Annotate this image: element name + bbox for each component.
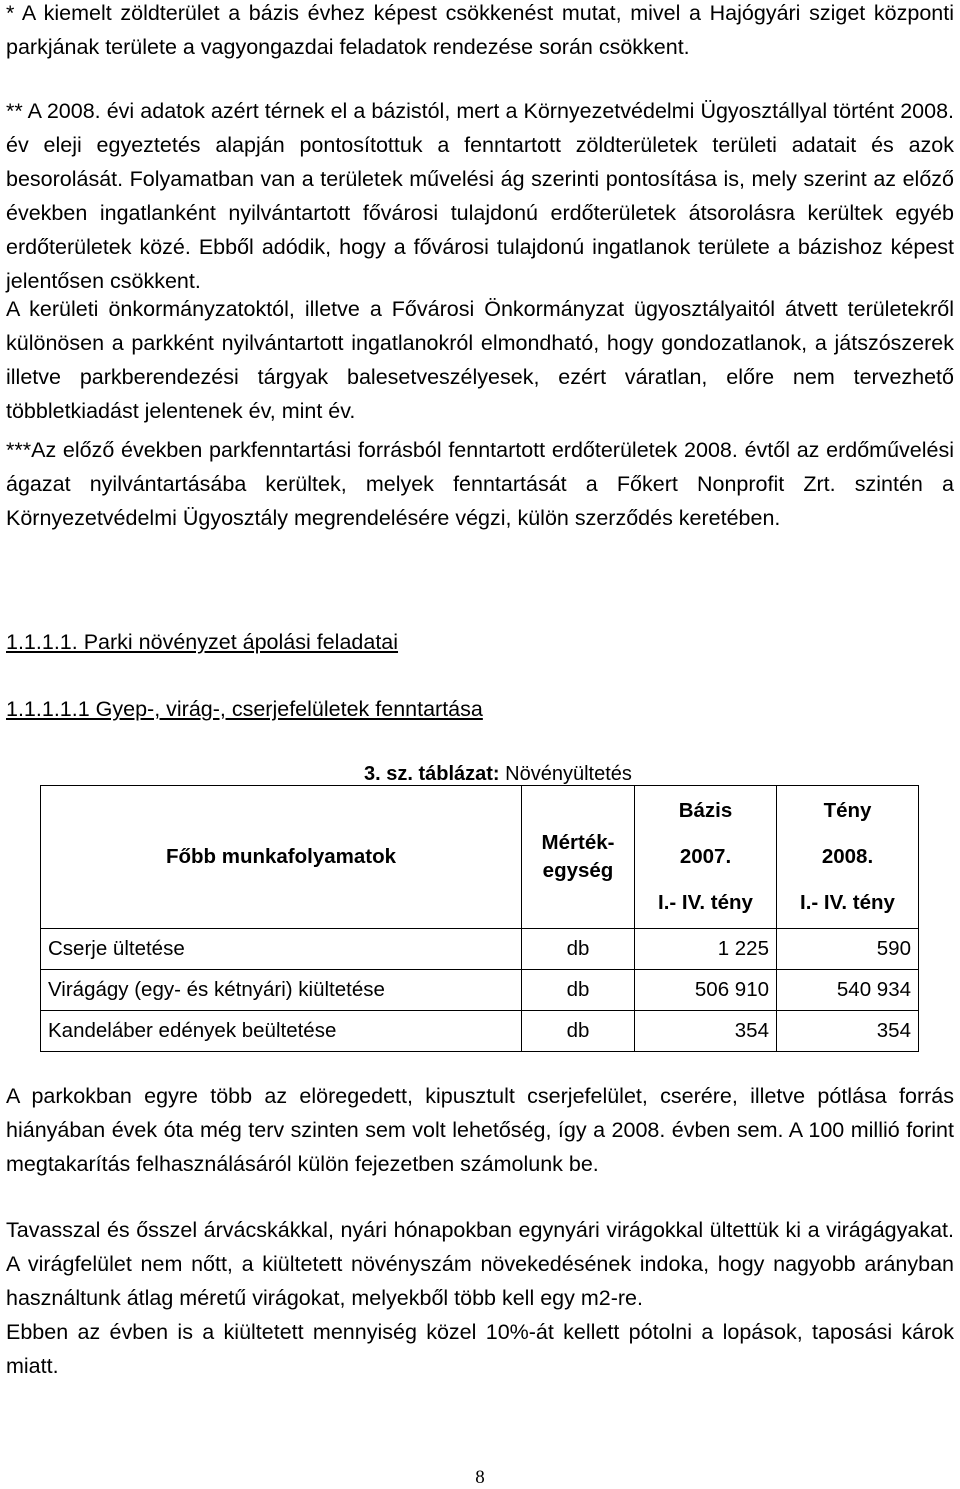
header-fact-line2: 2008. <box>821 845 874 868</box>
paragraph-replacement: Ebben az évben is a kiültetett mennyiség közel 10%-át kellett pótolni a lopások, taposási károk miatt. <box>6 1320 954 1378</box>
header-fact-line1: Tény <box>823 799 872 822</box>
header-task: Főbb munkafolyamatok <box>41 786 522 929</box>
row-fact: 540 934 <box>777 970 919 1011</box>
row-base: 1 225 <box>635 929 777 970</box>
row-task: Cserje ültetése <box>41 929 522 970</box>
section-heading-2 <box>6 692 954 726</box>
header-base-line3: I.- IV. tény <box>658 891 753 914</box>
row-unit: db <box>522 1011 635 1052</box>
row-fact: 354 <box>777 1011 919 1052</box>
table-caption-label: 3. sz. táblázat: <box>364 763 500 785</box>
row-fact: 590 <box>777 929 919 970</box>
section-heading-2-text: 1.1.1.1.1 Gyep-, virág-, cserjefelületek fenntartása <box>6 697 483 721</box>
header-unit-line1: Mérték- <box>541 831 615 854</box>
planting-table <box>40 785 919 1052</box>
header-base-line2: 2007. <box>679 845 732 868</box>
table-header-row <box>41 786 919 929</box>
footnote-triple-star: ***Az előző években parkfenntartási forrásból fenntartott erdőterületek 2008. évtől az erdőművelési ágazat nyilvántartásába kerültek, melyek fenntartását a Főkert Nonprofit Zrt. szintén a Környezetvédelmi Ügyosztály megrendelésére végzi, külön szerződés keretében. <box>6 438 954 530</box>
header-fact-line3: I.- IV. tény <box>800 891 895 914</box>
row-unit: db <box>522 929 635 970</box>
table-row <box>41 929 919 970</box>
table-row <box>41 970 919 1011</box>
row-base: 354 <box>635 1011 777 1052</box>
page-number: 8 <box>475 1467 485 1488</box>
footnote-double-star: ** A 2008. évi adatok azért térnek el a bázistól, mert a Környezetvédelmi Ügyosztállyal történt 2008. év eleji egyeztetés alapján pontosítottuk a fenntartott zöldterületek területi adatait és azok besorolását. Folyamatban van a területek művelési ág szerinti pontosítása is, mely szerint az előző években ingatlanként nyilvántartott fővárosi tulajdonú erdőterületek átsorolásra kerültek egyéb erdőterületek közé. Ebből adódik, hogy a fővárosi tulajdonú ingatlanok területe a bázishoz képest jelentősen csökkent. <box>6 99 954 293</box>
paragraph-shrub-renewal: A parkokban egyre több az elöregedett, kipusztult cserjefelület, cserére, illetve pótlása forrás hiányában évek óta még terv szinten sem volt lehetőség, így a 2008. évben sem. A 100 millió forint megtakarítás felhasználásáról külön fejezetben számolunk be. <box>6 1084 954 1176</box>
paragraph-flower-planting: Tavasszal és ősszel árvácskákkal, nyári hónapokban egynyári virágokkal ültettük ki a virágágyakat. A virágfelület nem nőtt, a kiültetett növényszám növekedésének indoka, hogy nagyobb arányban használtunk átlag méretű virágokat, melyekből több kell egy m2-re. <box>6 1218 954 1310</box>
section-heading-1 <box>6 625 954 659</box>
section-heading-1-text: 1.1.1.1. Parki növényzet ápolási feladatai <box>6 630 399 654</box>
header-base-line1: Bázis <box>678 799 733 822</box>
table-row <box>41 1011 919 1052</box>
header-fact <box>777 786 919 929</box>
row-unit: db <box>522 970 635 1011</box>
header-base <box>635 786 777 929</box>
row-task: Virágágy (egy- és kétnyári) kiültetése <box>41 970 522 1011</box>
footnote-double-star-continued: A kerületi önkormányzatoktól, illetve a Fővárosi Önkormányzat ügyosztályaitól átvett területekről különösen a parkként nyilvántartott ingatlanokról elmondható, hogy gondozatlanok, a játszószerek illetve parkberendezési tárgyak balesetveszélyesek, ezért váratlan, előre nem tervezhető többletkiadást jelentenek év, mint év. <box>6 297 954 423</box>
table-caption-title: Növényültetés <box>499 763 632 785</box>
header-unit-line2: egység <box>542 859 614 882</box>
header-unit <box>522 786 635 929</box>
row-base: 506 910 <box>635 970 777 1011</box>
row-task: Kandeláber edények beültetése <box>41 1011 522 1052</box>
footnote-single-star: * A kiemelt zöldterület a bázis évhez képest csökkenést mutat, mivel a Hajógyári sziget központi parkjának területe a vagyongazdai feladatok rendezése során csökkent. <box>6 1 954 59</box>
